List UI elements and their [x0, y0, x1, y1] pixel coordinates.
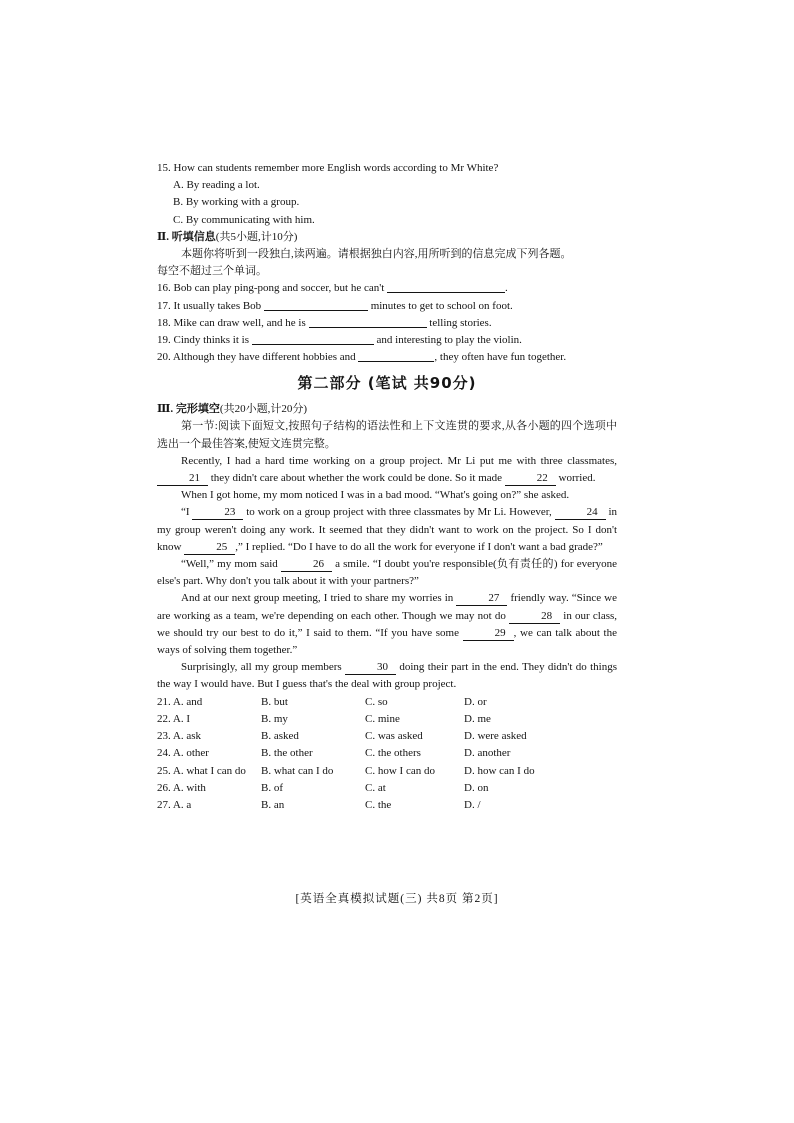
fill-17 [157, 298, 617, 315]
option-27-c[interactable]: C. the [365, 798, 392, 811]
passage-paragraph-3 [157, 504, 617, 556]
q15-option-b: B. By working with a group. [173, 196, 300, 209]
option-22-c[interactable]: C. mine [365, 712, 400, 725]
fill-16-blank[interactable] [387, 280, 505, 293]
section2-instruction-2: 每空不超过三个单词。 [157, 265, 267, 278]
part2-title: 第二部分 (笔试 共90分) [297, 374, 477, 393]
option-27-a[interactable]: 27. A. a [157, 798, 192, 811]
fill-19-blank[interactable] [252, 332, 374, 345]
q15-option-a: A. By reading a lot. [173, 179, 260, 192]
option-21-d[interactable]: D. or [464, 695, 487, 708]
blank-30[interactable]: 30 [345, 661, 396, 675]
fill-20 [157, 349, 617, 366]
option-22-a[interactable]: 22. A. I [157, 712, 190, 725]
passage-text: a smile. “I doubt you're responsible(负有责任的) for everyone else's part. Why don't you talk about it with your partners?” [157, 558, 617, 588]
passage-text: friendly way. “Since we are working as a team, we're depending on each other. Though we may not do [157, 592, 617, 622]
passage-text: “Well,” my mom said [181, 558, 278, 571]
fill-16 [157, 280, 617, 297]
passage-paragraph-5 [157, 590, 617, 659]
option-26-c[interactable]: C. at [365, 781, 386, 794]
fill-18-end: telling stories. [429, 316, 492, 329]
blank-29[interactable]: 29 [463, 627, 514, 641]
option-27-d[interactable]: D. / [464, 798, 481, 811]
section3-note: (共20小题,计20分) [219, 403, 307, 416]
option-24-b[interactable]: B. the other [261, 747, 313, 760]
section2-note: (共5小题,计10分) [215, 230, 298, 243]
passage-text: “I [181, 506, 190, 519]
passage-text: And at our next group meeting, I tried to share my worries in [181, 592, 454, 605]
option-23-b[interactable]: B. asked [261, 730, 299, 743]
blank-24[interactable]: 24 [555, 506, 606, 520]
fill-19-text: 19. Cindy thinks it is [157, 333, 249, 346]
blank-23[interactable]: 23 [192, 506, 243, 520]
passage-text: to work on a group project with three classmates by Mr Li. However, [246, 506, 552, 519]
fill-18-blank[interactable] [309, 315, 427, 328]
option-26-d[interactable]: D. on [464, 781, 489, 794]
section3-heading [157, 401, 617, 418]
option-21-a[interactable]: 21. A. and [157, 695, 203, 708]
fill-19 [157, 332, 617, 349]
passage-text: in our class, we should try our best to do it,” I said to them. “If you have some [157, 609, 618, 639]
passage-paragraph-4 [157, 556, 617, 590]
fill-17-text: 17. It usually takes Bob [157, 299, 262, 312]
option-22-d[interactable]: D. me [464, 712, 491, 725]
fill-18-text: 18. Mike can draw well, and he is [157, 316, 306, 329]
option-24-a[interactable]: 24. A. other [157, 747, 209, 760]
blank-25[interactable]: 25 [184, 541, 235, 555]
option-25-a[interactable]: 25. A. what I can do [157, 764, 246, 777]
page-footer: [英语全真模拟试题(三) 共8页 第2页] [295, 893, 499, 905]
option-26-a[interactable]: 26. A. with [157, 781, 206, 794]
blank-21[interactable]: 21 [157, 472, 208, 486]
option-23-a[interactable]: 23. A. ask [157, 730, 201, 743]
options-grid [157, 694, 617, 814]
blank-27[interactable]: 27 [456, 592, 507, 606]
fill-17-end: minutes to get to school on foot. [370, 299, 513, 312]
fill-20-text: 20. Although they have different hobbies and [157, 351, 356, 364]
option-23-c[interactable]: C. was asked [365, 730, 423, 743]
q15-option-c: C. By communicating with him. [173, 213, 315, 226]
option-27-b[interactable]: B. an [261, 798, 285, 811]
option-24-d[interactable]: D. another [464, 747, 511, 760]
fill-19-end: and interesting to play the violin. [376, 333, 522, 346]
fill-20-blank[interactable] [358, 349, 434, 362]
option-26-b[interactable]: B. of [261, 781, 283, 794]
fill-16-text: 16. Bob can play ping-pong and soccer, but he can't [157, 282, 385, 295]
section2-title: Ⅱ. 听填信息 [157, 230, 216, 243]
section3-instruction: 第一节:阅读下面短文,按照句子结构的语法性和上下文连贯的要求,从各小题的四个选项中选出一个最佳答案,使短文连贯完整。 [157, 420, 617, 450]
passage-paragraph-6 [157, 659, 617, 693]
passage-text: in my group weren't doing any work. It seemed that they didn't want to work on the project. So I don't know [157, 506, 617, 553]
passage-text: Surprisingly, all my group members [181, 661, 342, 674]
option-23-d[interactable]: D. were asked [464, 730, 527, 743]
option-21-b[interactable]: B. but [261, 695, 288, 708]
page-content [157, 160, 617, 814]
section2-heading [157, 229, 617, 246]
fill-18 [157, 315, 617, 332]
passage-text: ,” I replied. “Do I have to do all the work for everyone if I don't want a bad grade?” [235, 540, 603, 553]
passage-paragraph-2: When I got home, my mom noticed I was in a bad mood. “What's going on?” she asked. [181, 489, 570, 502]
option-25-c[interactable]: C. how I can do [365, 764, 435, 777]
passage-text: , we can talk about the ways of solving them together.” [157, 626, 617, 657]
q15-stem: 15. How can students remember more English words according to Mr White? [157, 162, 499, 174]
passage-text: Recently, I had a hard time working on a group project. Mr Li put me with three classmates, [181, 454, 617, 467]
blank-22[interactable]: 22 [505, 472, 556, 486]
fill-16-end: . [505, 282, 508, 295]
blank-28[interactable]: 28 [509, 610, 560, 624]
passage-text: worried. [558, 472, 596, 485]
section2-instruction-1: 本题你将听到一段独白,读两遍。请根据独白内容,用所听到的信息完成下列各题。 [181, 247, 572, 260]
section3-title: Ⅲ. 完形填空 [157, 403, 220, 416]
blank-26[interactable]: 26 [281, 558, 332, 572]
passage-paragraph-1 [157, 453, 617, 487]
option-25-d[interactable]: D. how can I do [464, 764, 535, 777]
passage-text: doing their part in the end. They didn't do things the way I would have. But I guess that's the deal with group project. [157, 661, 617, 691]
option-24-c[interactable]: C. the others [365, 747, 421, 760]
passage-text: they didn't care about whether the work could be done. So it made [210, 472, 503, 485]
fill-20-end: , they often have fun together. [434, 351, 567, 364]
option-22-b[interactable]: B. my [261, 712, 288, 725]
fill-17-blank[interactable] [264, 298, 368, 311]
option-21-c[interactable]: C. so [365, 695, 388, 708]
option-25-b[interactable]: B. what can I do [261, 764, 334, 777]
